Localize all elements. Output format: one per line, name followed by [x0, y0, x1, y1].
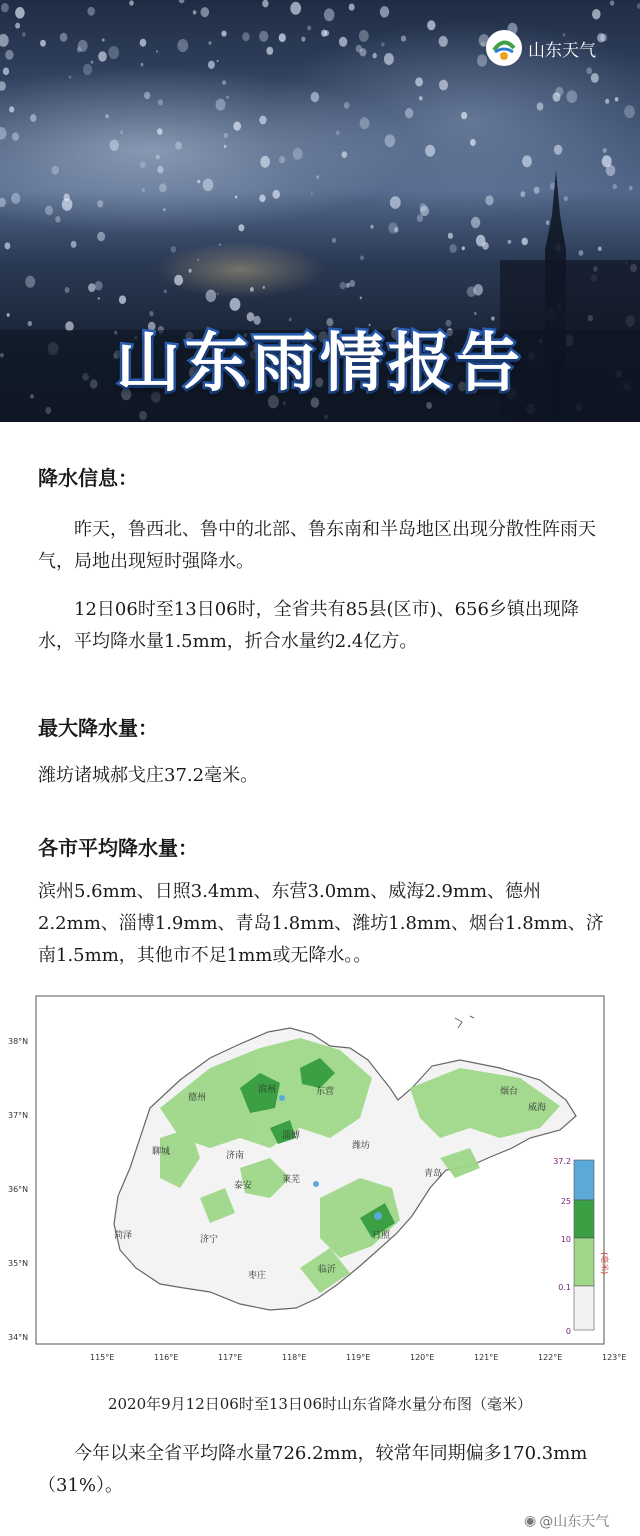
rain-drop [613, 184, 617, 189]
rain-drop [360, 255, 364, 260]
brand-logo [486, 30, 596, 66]
rain-drop [629, 186, 633, 190]
rain-drop [471, 217, 480, 228]
legend-swatch-light [574, 1238, 594, 1286]
rain-drop [30, 114, 36, 122]
city-avg-text: 滨州5.6mm、日照3.4mm、东营3.0mm、威海2.9mm、德州2.2mm、淄博1.9mm、青岛1.8mm、潍坊1.8mm、烟台1.8mm、济南1.5mm，其他市不足1mm或无降水。。 [38, 881, 604, 966]
rain-drop [157, 128, 162, 135]
rain-drop [65, 287, 70, 293]
lon-label: 116°E [154, 1353, 179, 1362]
rain-drop [263, 286, 265, 289]
rain-drop [606, 165, 616, 176]
rain-drop [140, 39, 147, 47]
rain-drop [129, 0, 134, 6]
rain-drop [554, 145, 562, 155]
rain-drop [259, 195, 265, 203]
legend-swatch-moderate [574, 1200, 594, 1238]
rain-drop [603, 148, 607, 153]
rain-drop [259, 31, 268, 42]
rain-drop [177, 39, 188, 52]
rain-drop [293, 148, 303, 160]
rain-drop [461, 112, 467, 120]
legend-swatch-heavy [574, 1160, 594, 1200]
weibo-icon: ◉ [524, 1513, 537, 1529]
rain-drop [208, 61, 215, 69]
rain-drop [272, 190, 280, 199]
rain-drop [119, 295, 126, 304]
lat-label: 37°N [8, 1111, 29, 1120]
rain-drop [439, 80, 448, 91]
rain-drop [586, 67, 592, 74]
city-label: 淄博 [282, 1131, 301, 1141]
rain-drop [0, 34, 9, 47]
rain-drop [98, 297, 100, 300]
rain-drop [279, 33, 286, 42]
rain-drop [158, 99, 163, 105]
rain-drop [5, 50, 13, 60]
lon-label: 118°E [282, 1353, 307, 1362]
rain-drop [324, 8, 335, 21]
rain-drop [385, 134, 396, 147]
rain-drop [15, 23, 20, 29]
hero-banner [0, 0, 640, 422]
city-label: 烟台 [500, 1087, 519, 1097]
rain-drop [175, 142, 182, 150]
rain-drop [174, 275, 183, 286]
rain-drop [415, 77, 423, 86]
city-label: 日照 [372, 1231, 391, 1241]
rain-drop [449, 244, 456, 253]
rain-drop [189, 269, 192, 273]
rain-drop [97, 232, 105, 242]
rain-drop [78, 40, 88, 52]
rain-drop [470, 139, 476, 146]
rain-drop [448, 233, 453, 239]
rain-drop [9, 106, 14, 112]
rain-drop [340, 282, 346, 289]
rain-drop [179, 0, 185, 3]
rain-drop [579, 250, 584, 256]
rain-drop [349, 4, 355, 11]
rain-drop [344, 102, 350, 109]
rain-drop [339, 37, 347, 47]
city-label: 潍坊 [352, 1141, 371, 1151]
max-precip-text: 潍坊诸城郝戈庄37.2毫米。 [38, 765, 259, 786]
rain-drop [401, 36, 406, 42]
rain-drop [87, 7, 95, 16]
rain-drop [105, 114, 108, 118]
rain-drop [209, 41, 212, 45]
brand-logo-icon [486, 30, 522, 66]
rain-drop [224, 145, 226, 148]
rain-drop [336, 131, 340, 136]
rain-drop [3, 68, 9, 76]
rain-drop [360, 48, 367, 56]
rain-drop [346, 283, 350, 288]
rain-drop [405, 108, 413, 118]
rain-drop [140, 161, 146, 168]
rain-drop [591, 73, 599, 83]
rain-drop [324, 30, 329, 36]
rain-drop [216, 99, 226, 111]
city-label: 聊城 [152, 1147, 171, 1157]
city-label: 济南 [226, 1151, 245, 1161]
legend-tick: 10 [560, 1235, 571, 1244]
rain-drop [52, 166, 60, 175]
rain-drop [301, 37, 305, 42]
precip-info-heading: 降水信息： [38, 466, 138, 490]
rain-drop [394, 227, 399, 233]
rain-drop [467, 286, 476, 297]
rain-drop [171, 246, 177, 253]
lon-label: 121°E [474, 1353, 499, 1362]
rain-drop [197, 258, 199, 261]
rain-drop [250, 287, 254, 292]
rain-drop [217, 293, 219, 296]
rain-drop [508, 240, 512, 244]
rain-drop [566, 90, 577, 103]
rain-drop [97, 200, 103, 207]
rain-drop [221, 30, 226, 36]
rain-drop [238, 224, 244, 231]
rain-drop [203, 179, 214, 192]
city-label: 德州 [188, 1093, 207, 1103]
rain-drop [141, 63, 144, 66]
rain-drop [0, 198, 6, 208]
city-label: 东营 [316, 1087, 335, 1097]
rain-drop [307, 26, 311, 31]
precip-info-paragraph-1: 昨天，鲁西北、鲁中的北部、鲁东南和半岛地区出现分散性阵雨天气，局地出现短时强降水。 [38, 519, 596, 572]
rain-drop [12, 132, 19, 140]
city-label: 莱芜 [282, 1175, 301, 1185]
watermark-text: @山东天气 [539, 1514, 610, 1530]
city-label: 临沂 [318, 1265, 337, 1275]
rain-drop [439, 36, 448, 47]
rain-drop [360, 117, 370, 129]
rain-drop [360, 297, 362, 300]
rain-drop [102, 38, 105, 41]
rain-drop [419, 96, 423, 100]
legend-unit: (毫米) [600, 1252, 609, 1275]
city-label: 济宁 [200, 1235, 219, 1245]
rain-drop [224, 133, 228, 138]
rain-drop [555, 87, 563, 97]
rain-drop [290, 2, 301, 15]
rain-drop [120, 131, 123, 135]
rain-drop [164, 290, 167, 294]
rain-drop [0, 81, 6, 91]
rain-drop [159, 183, 167, 192]
rain-drop [381, 43, 384, 47]
city-label: 滨州 [258, 1085, 277, 1095]
rain-drop [279, 156, 285, 163]
rain-drop [425, 145, 435, 157]
lon-label: 115°E [90, 1353, 115, 1362]
lat-label: 35°N [8, 1259, 29, 1268]
rain-drop [5, 242, 11, 249]
lon-label: 120°E [410, 1353, 435, 1362]
rain-drop [520, 191, 525, 197]
rain-drop [95, 281, 103, 291]
rain-drop [370, 225, 373, 229]
rain-drop [108, 46, 119, 59]
lon-label: 122°E [538, 1353, 563, 1362]
rain-drop [22, 32, 26, 36]
rain-drop [156, 155, 160, 160]
rain-drop [45, 206, 53, 216]
rain-drop [144, 92, 150, 99]
lat-label: 34°N [8, 1333, 29, 1342]
rain-drop [91, 61, 94, 64]
rain-drop [592, 9, 601, 19]
rain-drop [262, 0, 268, 7]
precip-map [0, 988, 640, 1383]
rain-drop [546, 221, 550, 225]
lat-label: 38°N [8, 1037, 29, 1046]
max-precip-heading: 最大降水量： [38, 716, 158, 740]
city-label: 泰安 [234, 1181, 253, 1191]
rain-drop [332, 238, 336, 243]
rain-drop [420, 206, 429, 217]
lon-label: 117°E [218, 1353, 243, 1362]
city-label: 威海 [528, 1103, 547, 1113]
rain-drop [222, 80, 226, 85]
legend-swatch-none [574, 1286, 594, 1330]
rain-drop [522, 155, 532, 167]
rain-drop [316, 175, 319, 179]
rain-drop [25, 276, 35, 288]
rain-drop [259, 116, 266, 125]
rain-drop [206, 290, 217, 303]
rain-drop [1, 3, 9, 12]
lat-label: 36°N [8, 1185, 29, 1194]
rain-drop [83, 64, 92, 75]
rain-drop [15, 7, 25, 19]
rain-drop [11, 193, 20, 204]
rain-drop [219, 243, 221, 246]
rain-drop [485, 195, 493, 205]
rain-drop [55, 216, 60, 223]
rain-drop [481, 42, 485, 47]
rain-drop [69, 76, 72, 79]
rain-drop [98, 51, 107, 61]
rain-drop [193, 10, 197, 14]
rain-drop [390, 196, 401, 209]
rain-drop [564, 196, 568, 201]
city-label: 枣庄 [248, 1271, 267, 1281]
legend-tick: 0 [565, 1327, 571, 1336]
rain-drop [230, 298, 241, 311]
legend-tick: 37.2 [553, 1157, 571, 1166]
rain-drop [359, 30, 369, 42]
precip-info-paragraph-2: 12日06时至13日06时，全省共有85县(区市)、656乡镇出现降水，平均降水量1.5mm，折合水量约2.4亿方。 [38, 599, 579, 652]
rain-drop [598, 247, 602, 252]
map-caption: 2020年9月12日06时至13日06时山东省降水量分布图（毫米） [107, 1395, 533, 1413]
rain-drop [311, 192, 313, 194]
rain-drop [197, 180, 200, 184]
rain-drop [88, 283, 95, 292]
legend-tick: 0.1 [558, 1283, 571, 1292]
rain-drop [242, 32, 249, 41]
lon-label: 119°E [346, 1353, 371, 1362]
page-title: 山东雨情报告 [116, 327, 524, 401]
rain-drop [260, 156, 270, 168]
rain-drop [201, 7, 210, 17]
rain-drop [482, 242, 489, 250]
rain-drop [0, 127, 7, 140]
rain-drop [110, 140, 119, 151]
rain-drop [226, 96, 229, 99]
city-label: 菏泽 [114, 1231, 133, 1241]
brand-name: 山东天气 [528, 40, 596, 61]
rain-drop [233, 122, 241, 131]
rain-drop [60, 33, 68, 42]
precip-map-svg [0, 988, 640, 1383]
legend-tick: 25 [560, 1197, 571, 1206]
rain-drop [462, 246, 465, 250]
rain-drop [380, 6, 389, 17]
rain-drop [40, 40, 46, 47]
watermark [524, 1511, 609, 1531]
city-label: 青岛 [424, 1169, 443, 1179]
rain-drop [157, 166, 163, 174]
rain-drop [142, 188, 145, 192]
rain-drop [349, 280, 355, 287]
rain-drop [534, 187, 540, 194]
rain-drop [615, 97, 619, 101]
rain-drop [597, 33, 605, 42]
lon-label: 123°E [602, 1353, 627, 1362]
rain-drop [417, 215, 423, 223]
summary-text: 今年以来全省平均降水量726.2mm，较常年同期偏多170.3mm（31%）。 [38, 1443, 588, 1496]
rain-drop [624, 105, 635, 118]
rain-drop [217, 60, 219, 63]
rain-drop [522, 238, 528, 246]
rain-drop [311, 92, 320, 102]
rain-drop [610, 0, 614, 5]
rain-drop [384, 53, 394, 65]
rain-drop [156, 50, 158, 53]
city-avg-heading: 各市平均降水量： [38, 836, 198, 860]
rain-drop [235, 196, 237, 199]
rain-drop [63, 194, 69, 202]
rain-drop [266, 47, 273, 55]
rain-drop [342, 151, 348, 158]
rain-drop [373, 53, 377, 58]
rain-drop [163, 208, 166, 211]
rain-drop [427, 20, 435, 30]
rain-drop [605, 99, 609, 104]
rain-drop [537, 102, 544, 110]
rain-drop [71, 241, 77, 248]
